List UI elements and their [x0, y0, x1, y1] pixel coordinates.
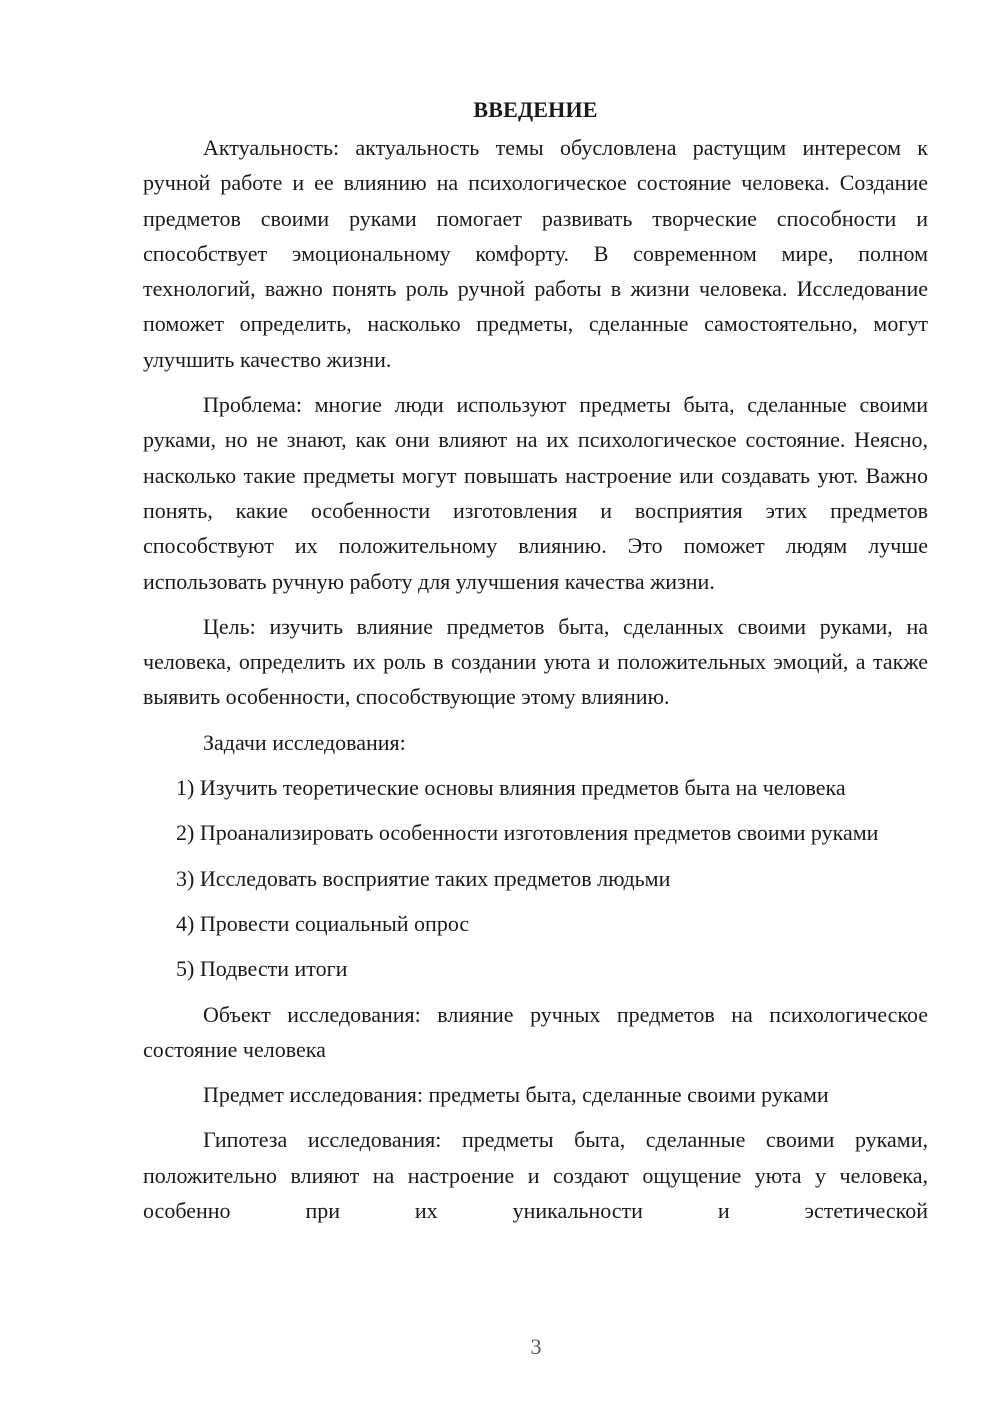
object-paragraph: Объект исследования: влияние ручных предметов на психологическое состояние человека [143, 1001, 928, 1062]
tasks-heading: Задачи исследования: [203, 729, 406, 755]
task-item-2: 2) Проанализировать особенности изготовления предметов своими руками [176, 820, 879, 846]
task-item-3: 3) Исследовать восприятие таких предметов людьми [176, 865, 671, 891]
document-page [143, 92, 928, 1228]
page-number: 3 [530, 1334, 542, 1359]
goal-paragraph: Цель: изучить влияние предметов быта, сделанных своими руками, на человека, определить их роль в создании уюта и положительных эмоций, а также выявить особенности, способствующие этому влиянию. [143, 613, 928, 710]
subject-paragraph: Предмет исследования: предметы быта, сделанные своими руками [203, 1082, 829, 1108]
problem-paragraph: Проблема: многие люди используют предметы быта, сделанные своими руками, но не знают, как они влияют на их психологическое состояние. Неясно, насколько такие предметы могут повышать настроение или создавать уют. Важно понять, какие особенности изготовления и восприятия этих предметов способствуют их положительному влиянию. Это поможет людям лучше использовать ручную работу для улучшения качества жизни. [143, 392, 928, 594]
hypothesis-paragraph: Гипотеза исследования: предметы быта, сделанные своими руками, положительно влияют на настроение и создают ощущение уюта у человека, особенно при их уникальности и эстетической [143, 1127, 928, 1224]
task-item-4: 4) Провести социальный опрос [176, 910, 470, 936]
task-item-5: 5) Подвести итоги [176, 956, 348, 982]
relevance-paragraph: Актуальность: актуальность темы обусловлена растущим интересом к ручной работе и ее влиянию на психологическое состояние человека. Создание предметов своими руками помогает развивать творческие способности и способствует эмоциональному комфорту. В современном мире, полном технологий, важно понять роль ручной работы в жизни человека. Исследование поможет определить, насколько предметы, сделанные самостоятельно, могут улучшить качество жизни. [143, 135, 928, 372]
task-item-1: 1) Изучить теоретические основы влияния предметов быта на человека [176, 775, 846, 801]
page-title: ВВЕДЕНИЕ [473, 97, 598, 122]
